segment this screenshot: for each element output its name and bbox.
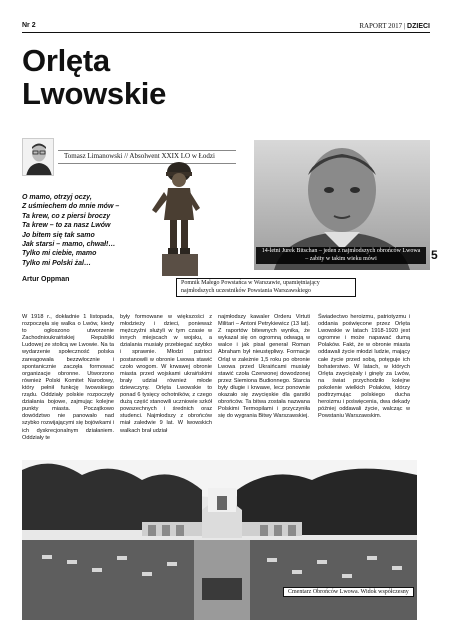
- title-line-2: Lwowskie: [22, 76, 167, 111]
- issue-number: Nr 2: [22, 22, 36, 29]
- poem-line: Jo bitem się tak samo: [22, 231, 95, 239]
- page-number: 5: [431, 248, 438, 262]
- poem-line: Jak starsi – mamo, chwał!…: [22, 241, 116, 249]
- poem-line: Tylko mi Polski żal…: [22, 259, 91, 267]
- report-label: RAPORT 2017: [359, 22, 403, 30]
- byline-rule-top: [58, 150, 236, 151]
- header-rule: [22, 32, 430, 33]
- section-header: RAPORT 2017 | DZIECI: [359, 22, 430, 30]
- statue-photo: [142, 158, 217, 276]
- section-label: DZIECI: [407, 23, 430, 30]
- poem-line: Ta krew – to za nasz Lwów: [22, 222, 111, 230]
- author-photo: [22, 138, 54, 176]
- byline: Tomasz Limanowski // Absolwent XXIX LO w Łodzi: [64, 152, 215, 160]
- article-column-3: najmłodszy kawaler Orderu Virtuti Militari – Antoni Petrykiewicz (13 lat). Z raportów bitewnych wynika, że wykazał się on ogromną odwagą w walce i jak pisał generał Roman Abraham był nieustępliwy. Formacje Orląt w zależnie 1,5 roku po obronie Lwowa przed Ukraińcami musiały stawić czoła Czerwonej dowodzonej przez Siemiona Budionnego. Starcia były długie i krwawe, lecz ponownie okazało się zwycięskie dla garstki obrońców. Ta bitwa została nazwana Polskimi Termopilami i przyczyniła się do wygrania Bitwy Warszawskiej.: [218, 314, 310, 420]
- boy-photo-caption: 14-letni Jurek Bitschan – jeden z najmłodszych obrońców Lwowa – zabity w takim wieku mówi: [256, 247, 426, 264]
- poem-author: Artur Oppman: [22, 276, 70, 283]
- poem-line: Z uśmiechem do mnie mów –: [22, 203, 120, 211]
- poem: [22, 193, 157, 268]
- article-column-4: Świadectwo heroizmu, patriotyzmu i oddania poświęcone przez Orlęta Lwowskie w latach 1918-1920 jest ogromne i może napawać dumą Polaków. Fakt, że w obronie miasta oddawali życie młodzi ludzie, mający całe życie przed sobą, potęguje ich bohaterstwo. W latach, w których Orlęta zwyciężały i ginęły za Lwów, na świat przychodziło kolejne pokolenie wielkich Polaków, którzy podtrzymując polskiego ducha heroizmu i poświęcenia, dwa dekady później oddawali życie, walcząc w Powstaniu Warszawskim.: [318, 314, 410, 420]
- poem-line: Ta krew, co z piersi broczy: [22, 212, 111, 220]
- article-column-2: były formowane w większości z młodzieży i dzieci, ponieważ mężczyźni służyli w tym czasie w innych miejscach w wojsku, a dzialania musiały przebiegać szybko i sprawnie. Młodzi patrioci postanowili w obronie Lwowa stawić czoło wrogom. W krwawej obronie miasta przed wojskami ukraińskimi brały udział również młode dziewczyny. Orlęta Lwowskie to ponad 6 tysięcy ochotników, z czego dużą część stanowili uczniowie szkół powszechnych i średnich oraz studenci. Najmłodszy z obrońców miał zaledwie 9 lat. W lwowskich walkach brał udział: [120, 314, 212, 434]
- statue-photo-caption: Pomnik Małego Powstańca w Warszawie, upamiętniający najmłodszych uczestników Powstania Warszawskiego: [176, 278, 356, 297]
- poem-line: Tylko mi ciebie, mamo: [22, 250, 97, 258]
- poem-line: O mamo, otrzyj oczy,: [22, 194, 92, 201]
- title-line-1: Orlęta: [22, 43, 110, 78]
- cemetery-photo-caption: Cmentarz Obrońców Lwowa. Widok współczesny: [283, 587, 414, 597]
- article-title: [22, 44, 166, 110]
- article-column-1: W 1918 r., dokładnie 1 listopada, rozpoczęła się walka o Lwów, kiedy to ogłoszono utworzenie Zachodnioukraińskiej Republiki Ludowej ze stolicą we Lwowie. Na ta wydarzenie społeczność polska zareagowała bezzwłocznie i spontanicznie zaczęła formować organizacje obronne. Utworzono również Polski Komitet Narodowy, który pełnił funkcję lwowskiego rządu. Oddziały polskie rozpoczęły działania bojowe, zajmując kolejne punkty miasta. Początkowo dowództwo nie panowało nad szybko rozwijającymi się bojówkami i ich dyskrecjonalnym działaniem. Oddziały te: [22, 314, 114, 441]
